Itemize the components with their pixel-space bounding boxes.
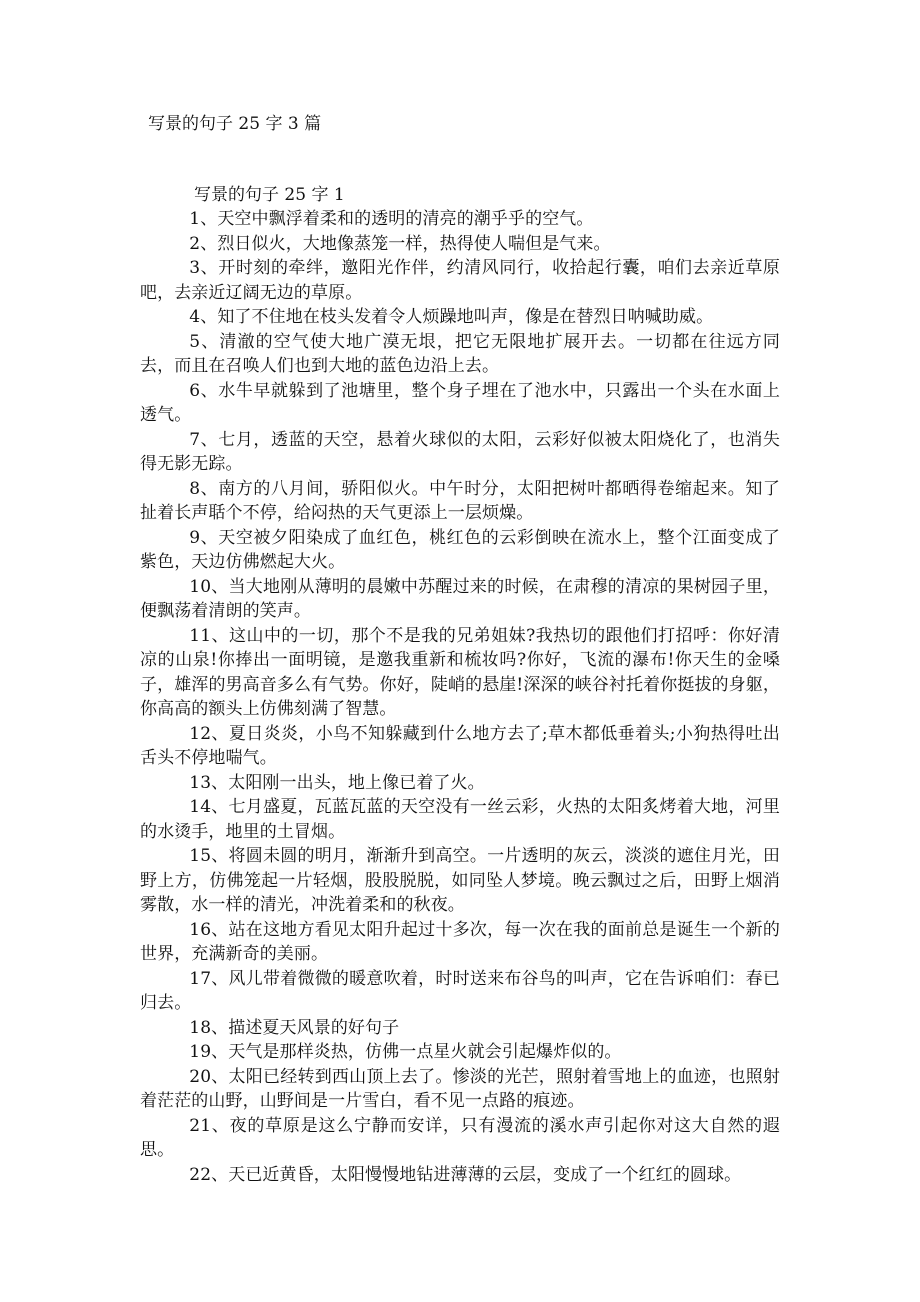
paragraph-22: 22、天已近黄昏，太阳慢慢地钻进薄薄的云层，变成了一个红红的圆球。 bbox=[189, 1164, 742, 1185]
paragraph-20: 20、太阳已经转到西山顶上去了。惨淡的光芒，照射着雪地上的血迹，也照射着茫茫的山野，山野间是一片雪白，看不见一点路的痕迹。 bbox=[140, 1066, 780, 1111]
paragraph-2: 2、烈日似火，大地像蒸笼一样，热得使人喘但是气来。 bbox=[189, 233, 611, 254]
paragraph-18: 18、描述夏天风景的好句子 bbox=[189, 1017, 400, 1038]
paragraph-15: 15、将圆未圆的明月，渐渐升到高空。一片透明的灰云，淡淡的遮住月光，田野上方，仿佛笼起一片轻烟，股股脱脱，如同坠人梦境。晚云飘过之后，田野上烟消雾散，水一样的清光，冲洗着柔和的秋夜。 bbox=[140, 846, 780, 915]
document-title: 写景的句子 25 字 3 篇 bbox=[148, 114, 322, 134]
paragraph-21: 21、夜的草原是这么宁静而安详，只有漫流的溪水声引起你对这大自然的遐思。 bbox=[140, 1115, 780, 1160]
paragraph-17: 17、风儿带着微微的暖意吹着，时时送来布谷鸟的叫声，它在告诉咱们：春已归去。 bbox=[140, 968, 780, 1013]
paragraph-16: 16、站在这地方看见太阳升起过十多次，每一次在我的面前总是诞生一个新的世界，充满新奇的美丽。 bbox=[140, 919, 780, 964]
paragraph-10: 10、当大地刚从薄明的晨嫩中苏醒过来的时候，在肃穆的清凉的果树园子里，便飘荡着清朗的笑声。 bbox=[140, 576, 780, 621]
paragraph-3: 3、开时刻的牵绊，邀阳光作伴，约清风同行，收拾起行囊，咱们去亲近草原吧，去亲近辽阔无边的草原。 bbox=[140, 258, 780, 303]
paragraph-13: 13、太阳刚一出头，地上像已着了火。 bbox=[189, 772, 485, 793]
paragraph-1: 1、天空中飘浮着柔和的透明的清亮的潮乎乎的空气。 bbox=[189, 209, 594, 229]
paragraph-6: 6、水牛早就躲到了池塘里，整个身子埋在了池水中，只露出一个头在水面上透气。 bbox=[140, 380, 780, 425]
paragraph-19: 19、天气是那样炎热，仿佛一点星火就会引起爆炸似的。 bbox=[189, 1042, 622, 1062]
paragraph-12: 12、夏日炎炎，小鸟不知躲藏到什么地方去了;草木都低垂着头;小狗热得吐出舌头不停地喘气。 bbox=[140, 723, 780, 768]
paragraph-4: 4、知了不住地在枝头发着令人烦躁地叫声，像是在替烈日呐喊助威。 bbox=[189, 307, 714, 327]
document-body bbox=[140, 183, 780, 1187]
paragraph-14: 14、七月盛夏，瓦蓝瓦蓝的天空没有一丝云彩，火热的太阳炙烤着大地，河里的水烫手，地里的土冒烟。 bbox=[140, 797, 780, 842]
paragraph-5: 5、清澈的空气使大地广漠无垠，把它无限地扩展开去。一切都在往远方同去，而且在召唤人们也到大地的蓝色边沿上去。 bbox=[140, 331, 780, 376]
paragraph-7: 7、七月，透蓝的天空，悬着火球似的太阳，云彩好似被太阳烧化了，也消失得无影无踪。 bbox=[140, 429, 780, 474]
paragraph-9: 9、天空被夕阳染成了血红色，桃红色的云彩倒映在流水上，整个江面变成了紫色，天边仿佛燃起大火。 bbox=[140, 527, 780, 572]
paragraph-11: 11、这山中的一切，那个不是我的兄弟姐妹?我热切的跟他们打招呼：你好清凉的山泉!你捧出一面明镜，是邀我重新和梳妆吗?你好，飞流的瀑布!你天生的金嗓子，雄浑的男高音多么有气势。你好，陡峭的悬崖!深深的峡谷衬托着你挺拔的身躯，你高高的额头上仿佛刻满了智慧。 bbox=[140, 625, 780, 719]
paragraph-8: 8、南方的八月间，骄阳似火。中午时分，太阳把树叶都晒得卷缩起来。知了扯着长声聒个不停，给闷热的天气更添上一层烦燥。 bbox=[140, 478, 780, 523]
section-title: 写景的句子 25 字 1 bbox=[194, 185, 345, 205]
